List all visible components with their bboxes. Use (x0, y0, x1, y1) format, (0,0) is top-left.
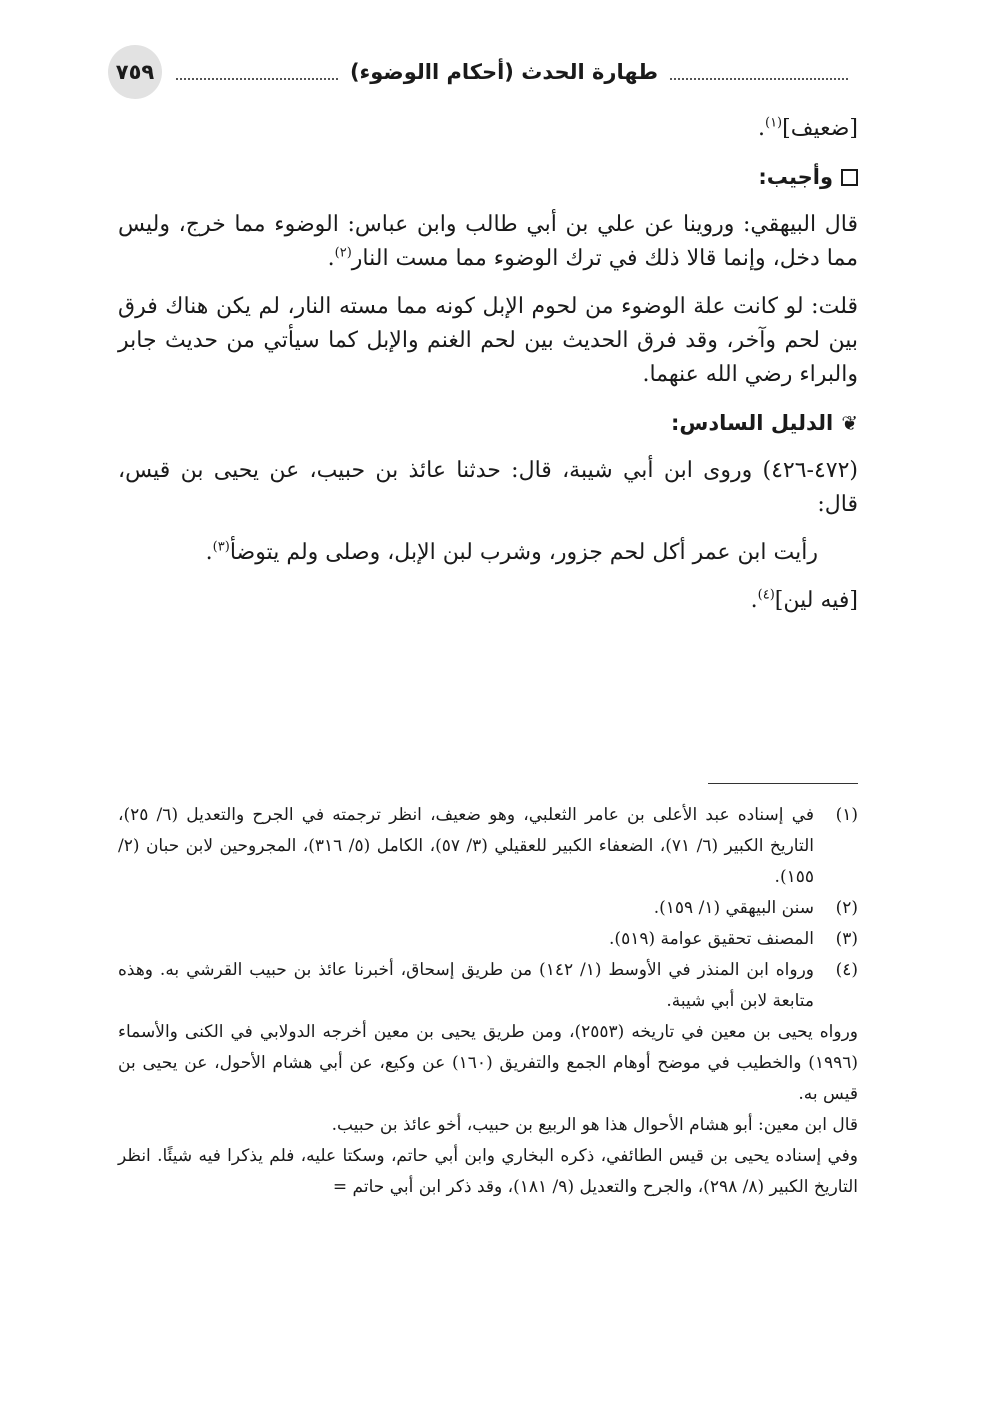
footnote-1 (118, 800, 858, 893)
square-bullet-icon (841, 169, 858, 186)
footnote-text: في إسناده عبد الأعلى بن عامر الثعلبي، وهو ضعيف، انظر ترجمته في الجرح والتعديل (٦/ ٢٥)، التاريخ الكبير (٦/ ٧١)، الضعفاء الكبير للعقيلي (٣/ ٥٧)، الكامل (٥/ ٣١٦)، المجروحين لابن حبان (٢/ ١٥٥). (118, 805, 815, 887)
quote-text: رأيت ابن عمر أكل لحم جزور، وشرب لبن الإبل، وصلى ولم يتوضأ (229, 540, 818, 565)
footnote-text: المصنف تحقيق عوامة (٥١٩). (609, 929, 814, 949)
footnote-ref[interactable]: (٢) (334, 245, 352, 261)
footnote-ref[interactable]: (٣) (212, 539, 230, 555)
header-title: طهارة الحدث (أحكام االوضوء) (349, 60, 658, 84)
heading-text: الدليل السادس: (671, 411, 834, 435)
heading-evidence-six (118, 406, 858, 440)
heading-text: وأجيب: (758, 165, 833, 189)
footnote-number: (٢) (835, 898, 858, 918)
footnote-text: ورواه ابن المنذر في الأوسط (١/ ١٤٢) من طريق إسحاق، أخبرنا عائذ بن حبيب القرشي به. وهذه متابعة لابن أبي شيبة. (118, 960, 814, 1011)
main-text (118, 112, 858, 632)
footnotes (118, 800, 858, 1203)
footnote-text: سنن البيهقي (١/ ١٥٩). (653, 898, 814, 918)
period: . (757, 116, 765, 141)
paragraph-bayhaqi (118, 208, 858, 276)
heading-answer (118, 160, 858, 194)
grade-line-2 (118, 584, 858, 618)
footnote-2 (118, 893, 858, 924)
header-dots-right (670, 78, 848, 80)
grade-text: [ضعيف] (782, 116, 858, 141)
grade-line-1 (118, 112, 858, 146)
period: . (327, 246, 335, 271)
footnote-ref[interactable]: (١) (764, 115, 783, 131)
page-number-badge: ٧٥٩ (108, 45, 162, 99)
footnote-4-continuation-1: ورواه يحيى بن معين في تاريخه (٢٥٥٣)، ومن طريق يحيى بن معين أخرجه الدولابي في الكنى والأسماء (١٩٩٦) والخطيب في موضح أوهام الجمع والتفريق (١٦٠) عن وكيع، عن أبي هشام الأحول، عن يحيى بن قيس به. (118, 1022, 858, 1104)
footnote-4 (118, 955, 858, 1017)
grade-text: [فيه لين] (774, 588, 858, 613)
footnote-ref[interactable]: (٤) (757, 587, 775, 603)
paragraph-text: قال البيهقي: وروينا عن علي بن أبي طالب وابن عباس: الوضوء مما خرج، وليس مما دخل، وإنما قالا ذلك في ترك الوضوء مما مست النار (118, 212, 858, 271)
footnote-number: (٤) (835, 960, 858, 980)
leaf-bullet-icon: ❦ (841, 411, 858, 435)
page-header (108, 44, 848, 100)
period: . (205, 540, 213, 565)
footnote-3 (118, 924, 858, 955)
footnote-divider (708, 783, 858, 784)
period: . (750, 588, 758, 613)
footnote-number: (١) (835, 805, 858, 825)
header-dots-left (176, 78, 338, 80)
footnote-number: (٣) (835, 929, 858, 949)
footnote-4-continuation-3: وفي إسناده يحيى بن قيس الطائفي، ذكره البخاري وابن أبي حاتم، وسكتا عليه، فلم يذكرا فيه شيئًا. انظر التاريخ الكبير (٨/ ٢٩٨)، والجرح والتعديل (٩/ ١٨١)، وقد ذكر ابن أبي حاتم = (118, 1146, 858, 1197)
paragraph-qultu: قلت: لو كانت علة الوضوء من لحوم الإبل كونه مما مسته النار، لم يكن هناك فرق بين لحم وآخر، وقد فرق الحديث بين لحم الغنم والإبل كما سيأتي من حديث جابر والبراء رضي الله عنهما. (118, 294, 858, 387)
quote-ibn-umar (118, 536, 858, 570)
paragraph-isnad: (٤٧٢-٤٢٦) وروى ابن أبي شيبة، قال: حدثنا عائذ بن حبيب، عن يحيى بن قيس، قال: (118, 458, 858, 517)
footnote-4-continuation-2: قال ابن معين: أبو هشام الأحوال هذا هو الربيع بن حبيب، أخو عائذ بن حبيب. (331, 1115, 858, 1135)
